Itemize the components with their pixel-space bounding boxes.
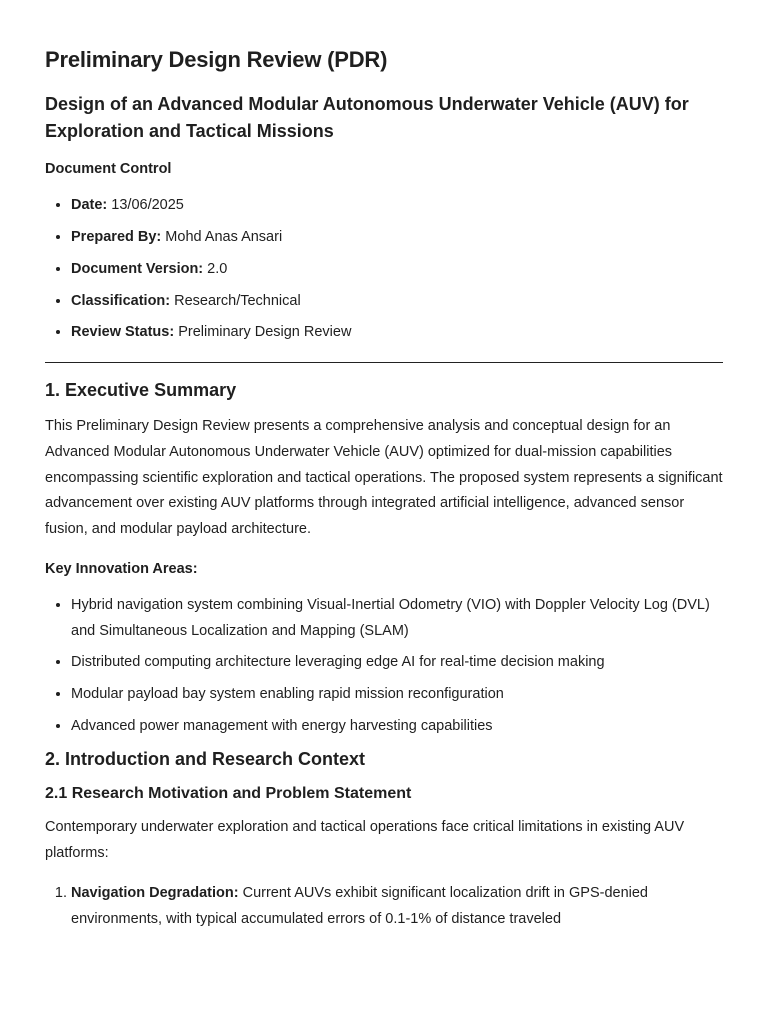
research-motivation-heading: 2.1 Research Motivation and Problem Statement: [45, 784, 412, 802]
introduction-paragraph: Contemporary underwater exploration and tactical operations face critical limitations in existing AUV platforms:: [45, 819, 685, 862]
executive-summary-heading: 1. Executive Summary: [45, 380, 237, 401]
item-value: Current AUVs exhibit significant localization drift in GPS-denied environments, with typical accumulated errors of 0.1-1% of distance traveled: [71, 884, 649, 927]
introduction-heading: 2. Introduction and Research Context: [45, 748, 366, 769]
item-label: Date:: [71, 197, 108, 214]
list-item: • Distributed computing architecture leveraging edge AI for real-time decision making: [71, 650, 723, 676]
item-value: 13/06/2025: [111, 197, 184, 214]
executive-summary-paragraph: This Preliminary Design Review presents a comprehensive analysis and conceptual design for an Advanced Modular Autonomous Underwater Vehicle (AUV) optimized for dual-mission capabilities encompassing scientific exploration and tactical operations. The proposed system represents a significant advancement over existing AUV platforms through integrated artificial intelligence, advanced sensor fusion, and modular payload architecture.: [45, 418, 723, 538]
item-value: Research/Technical: [174, 292, 301, 309]
document-control-item: [71, 193, 723, 219]
list-item: • Hybrid navigation system combining Visual-Inertial Odometry (VIO) with Doppler Velocity Log (DVL) and Simultaneous Localization and Mapping (SLAM): [71, 593, 723, 645]
list-item: • Modular payload bay system enabling rapid mission reconfiguration: [71, 682, 723, 708]
item-label: Review Status:: [71, 324, 175, 341]
item-value: 2.0: [207, 260, 228, 277]
list-item: [71, 881, 723, 933]
document-control-heading: Document Control: [45, 161, 172, 178]
document-subtitle: Design of an Advanced Modular Autonomous Underwater Vehicle (AUV) for Exploration and Tactical Missions: [45, 93, 689, 141]
document-control-list: [45, 193, 723, 346]
document-control-item: [71, 225, 723, 251]
innovation-areas-heading: Key Innovation Areas:: [45, 561, 198, 578]
item-label: Prepared By:: [71, 228, 162, 245]
list-item: • Advanced power management with energy harvesting capabilities: [71, 714, 723, 740]
document-control-item: [71, 289, 723, 315]
item-value: Mohd Anas Ansari: [165, 228, 283, 245]
limitations-list: [45, 881, 723, 933]
item-label: Navigation Degradation:: [71, 884, 239, 901]
innovation-areas-list: [45, 593, 723, 740]
document-control-item: [71, 320, 723, 346]
item-label: Classification:: [71, 292, 171, 309]
document-control-item: [71, 257, 723, 283]
section-divider: [45, 362, 723, 363]
page-title: Preliminary Design Review (PDR): [45, 47, 388, 72]
item-label: Document Version:: [71, 260, 204, 277]
item-value: Preliminary Design Review: [178, 324, 352, 341]
